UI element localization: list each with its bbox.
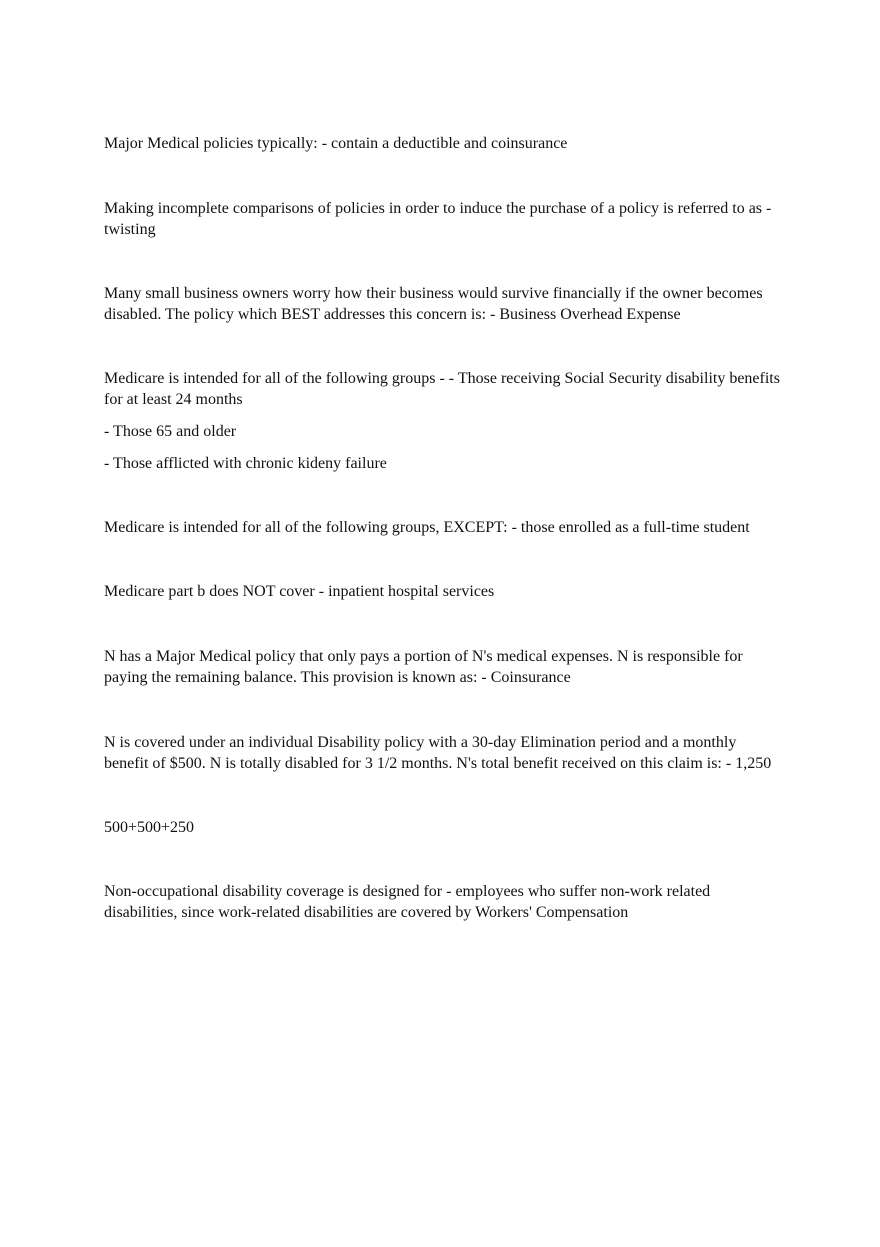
qa-block (104, 283, 780, 325)
qa-text: Medicare is intended for all of the following groups, EXCEPT: - those enrolled as a full-time student (104, 519, 750, 536)
qa-text: N has a Major Medical policy that only pays a portion of N's medical expenses. N is responsible for paying the remaining balance. This provision is known as: - Coinsurance (104, 648, 743, 686)
qa-sub-item: - Those 65 and older (104, 423, 237, 440)
qa-block (104, 817, 780, 838)
qa-text: Many small business owners worry how their business would survive financially if the owner becomes disabled. The policy which BEST addresses this concern is: - Business Overhead Expense (104, 285, 763, 323)
qa-block (104, 881, 780, 923)
qa-text: Non-occupational disability coverage is designed for - employees who suffer non-work related disabilities, since work-related disabilities are covered by Workers' Compensation (104, 883, 711, 921)
qa-text: N is covered under an individual Disability policy with a 30-day Elimination period and a monthly benefit of $500. N is totally disabled for 3 1/2 months. N's total benefit received on this claim is: - 1,250 (104, 734, 772, 772)
qa-block (104, 732, 780, 774)
qa-sub-item: - Those afflicted with chronic kideny failure (104, 455, 387, 472)
qa-text: Medicare part b does NOT cover - inpatient hospital services (104, 583, 495, 600)
qa-block (104, 581, 780, 602)
qa-block (104, 646, 780, 688)
qa-text: Making incomplete comparisons of policies in order to induce the purchase of a policy is referred to as - twisting (104, 200, 772, 238)
qa-text: Major Medical policies typically: - contain a deductible and coinsurance (104, 135, 568, 152)
qa-text: 500+500+250 (104, 819, 195, 836)
qa-block (104, 368, 780, 474)
qa-block (104, 517, 780, 538)
qa-text: Medicare is intended for all of the following groups - - Those receiving Social Security disability benefits for at least 24 months (104, 370, 780, 408)
qa-block (104, 133, 780, 154)
qa-block (104, 198, 780, 240)
